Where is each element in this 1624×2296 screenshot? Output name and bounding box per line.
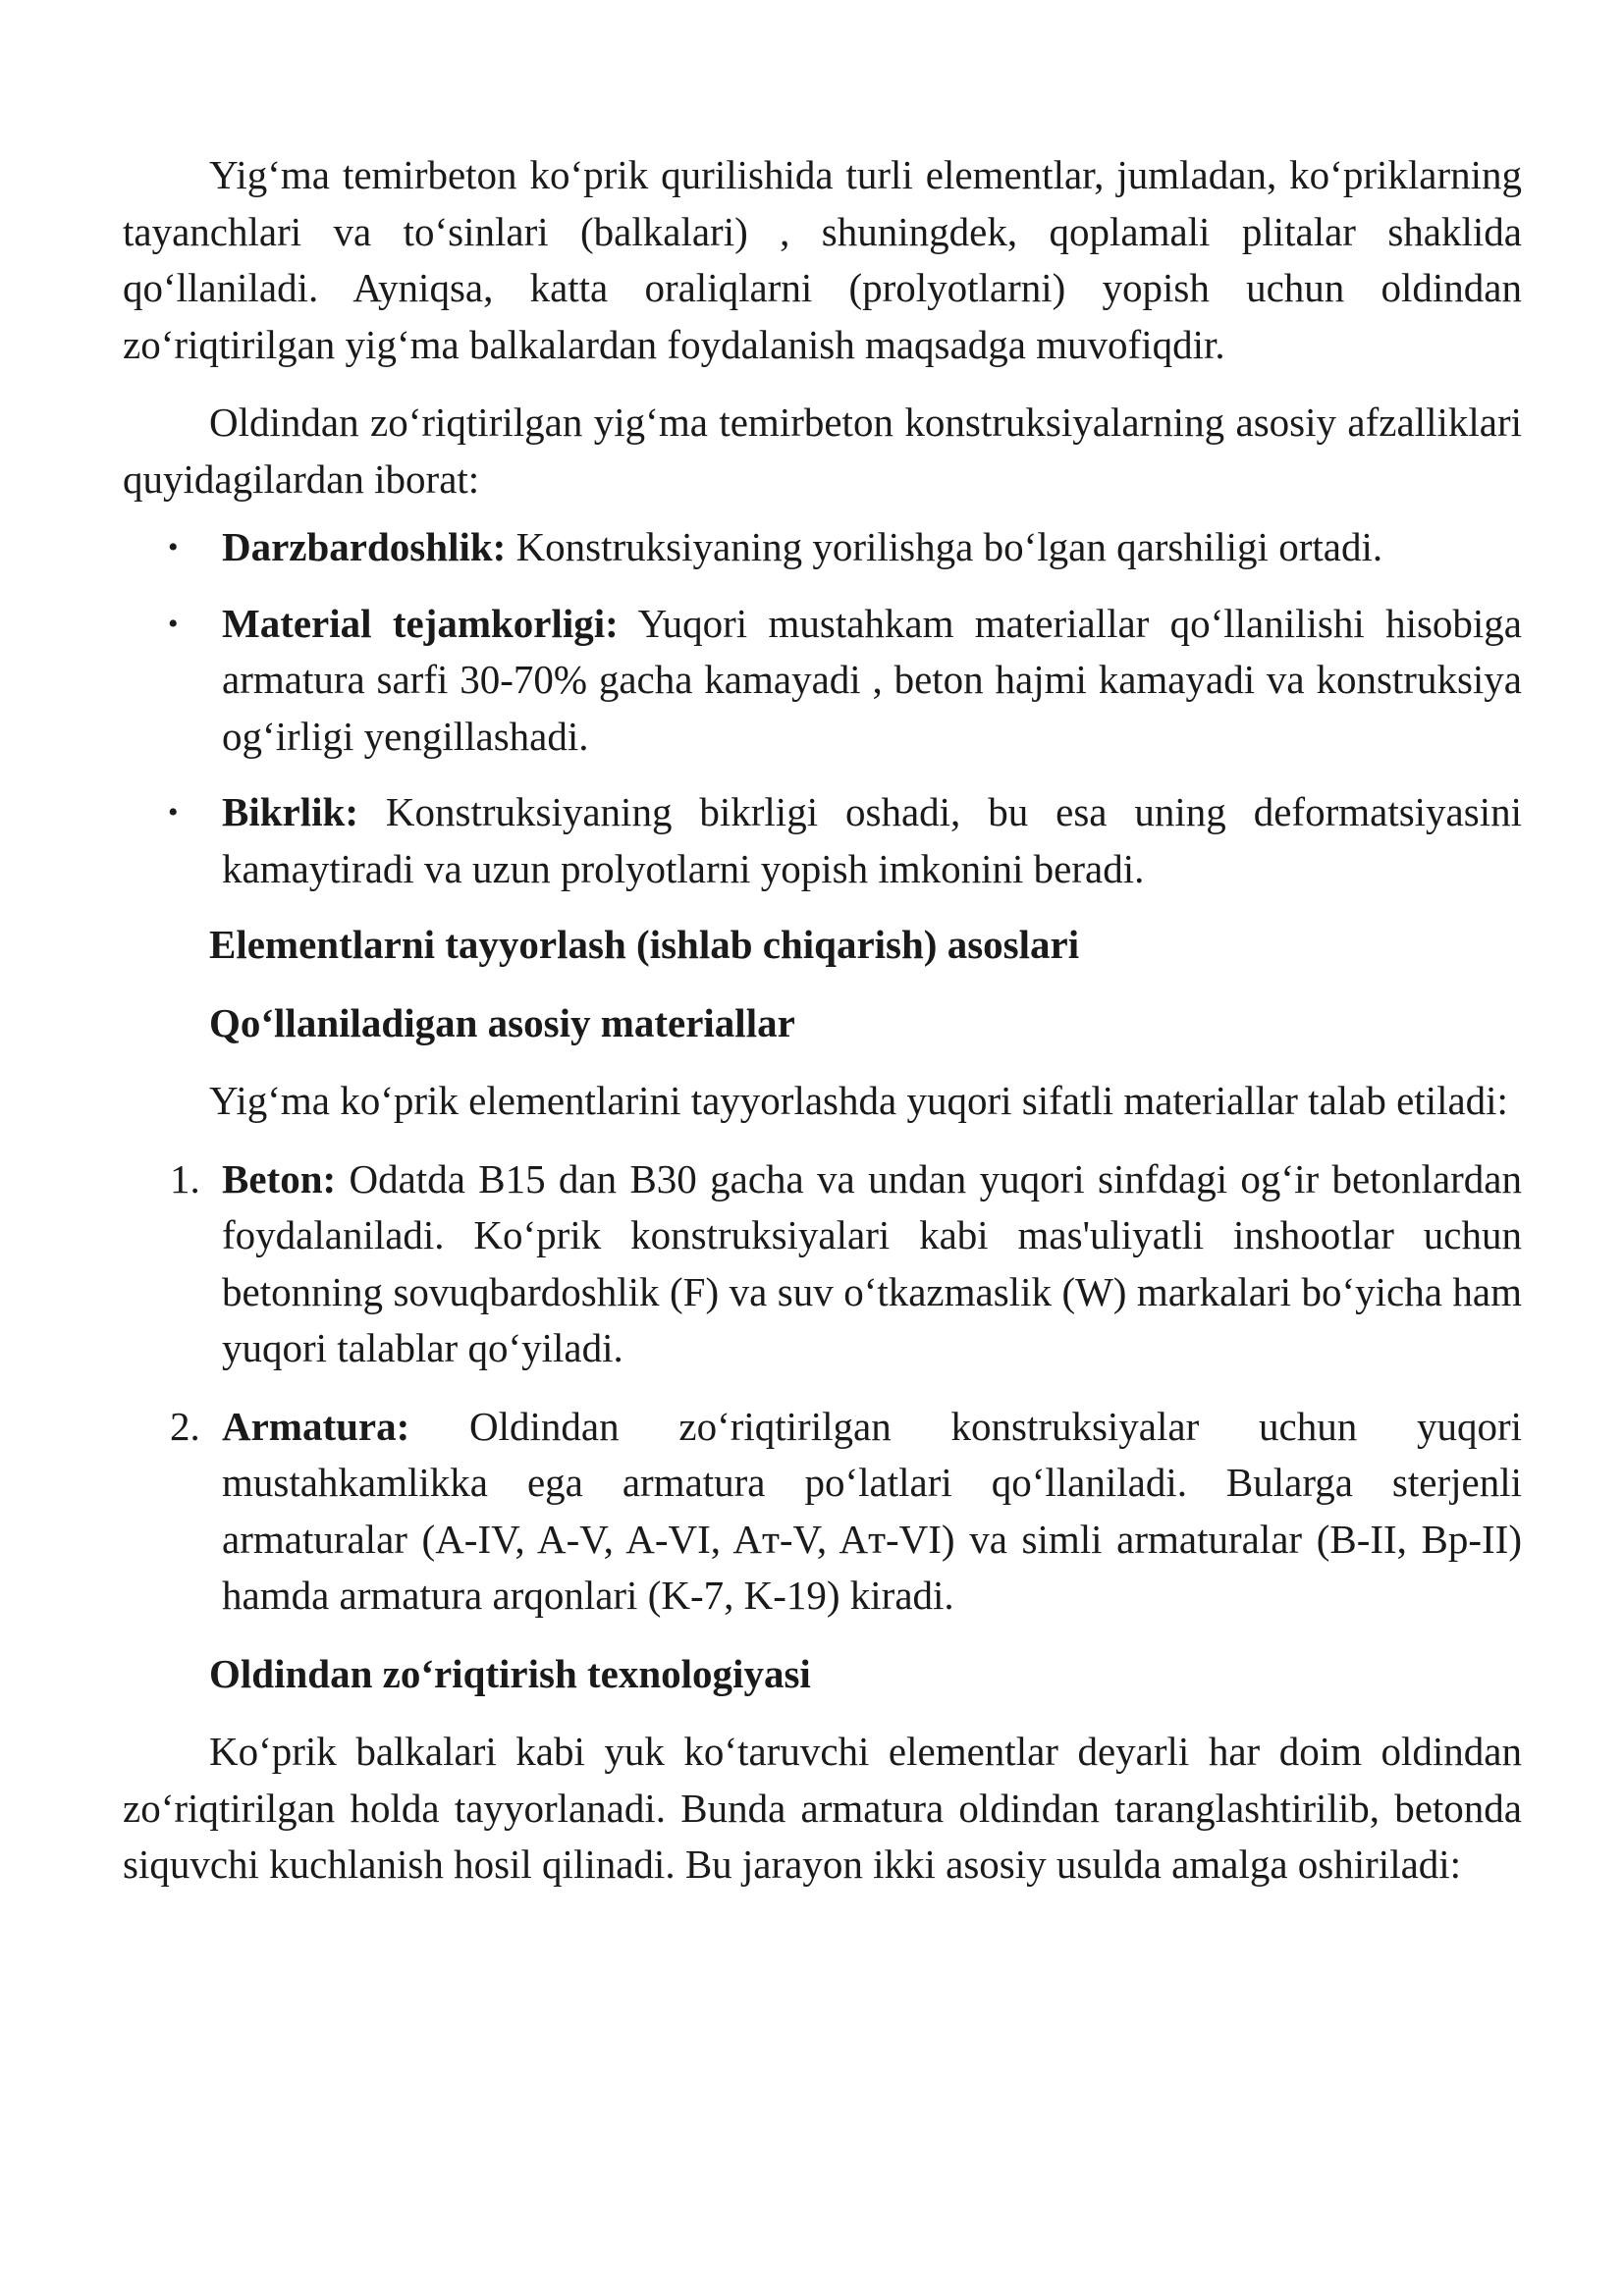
list-item-term: Darzbardoshlik: (222, 524, 507, 569)
list-item (123, 596, 1522, 766)
list-item-text: Odatda B15 dan B30 gacha va undan yuqori sinfdagi og‘ir betonlardan foydalaniladi. Ko‘prik konstruksiyalari kabi mas'uliyatli inshootlar uchun betonning sovuqbardoshlik (F) va suv o‘tkazmaslik (W) markalari bo‘yicha ham yuqori talablar qo‘yiladi. (222, 1155, 1522, 1370)
subsection-heading: Oldindan zo‘riqtirish texnologiyasi (209, 1650, 811, 1696)
advantages-list (123, 519, 1522, 897)
list-item-text: Yuqori mustahkam materiallar qo‘llanilishi hisobiga armatura sarfi 30-70% gacha kamayadi , beton hajmi kamayadi va konstruksiya og‘irligi yengillashadi. (222, 600, 1522, 759)
paragraph-intro: Yig‘ma temirbeton ko‘prik qurilishida turli elementlar, jumladan, ko‘priklarning tayanchlari va to‘sinlari (balkalari) , shuningdek, qoplamali plitalar shaklida qo‘llaniladi. Ayniqsa, katta oraliqlarni (prolyotlarni) yopish uchun oldindan zo‘riqtirilgan yig‘ma balkalardan foydalanish maqsadga muvofiqdir. (123, 152, 1522, 367)
list-item (123, 1151, 1522, 1377)
list-item-text: Oldindan zo‘riqtirilgan konstruksiyalar uchun yuqori mustahkamlikka ega armatura po‘latlari qo‘llaniladi. Bularga sterjenli armaturalar (A-IV, A-V, A-VI, Aт-V, Aт-VI) va simli armaturalar (B-II, Bp-II) hamda armatura arqonlari (K-7, K-19) kiradi. (222, 1403, 1522, 1618)
bullet-icon: • (168, 796, 179, 828)
list-item-text: Konstruksiyaning yorilishga bo‘lgan qarshiligi ortadi. (506, 524, 1383, 569)
paragraph-materials-intro: Yig‘ma ko‘prik elementlarini tayyorlashda yuqori sifatli materiallar talab etiladi: (209, 1078, 1508, 1123)
bullet-icon: • (168, 531, 179, 563)
list-item-text: Konstruksiyaning bikrligi oshadi, bu esa uning deformatsiyasini kamaytiradi va uzun prolyotlarni yopish imkonini beradi. (222, 789, 1522, 891)
list-item-term: Beton: (222, 1155, 337, 1201)
materials-list (123, 1151, 1522, 1625)
paragraph-prestressing: Ko‘prik balkalari kabi yuk ko‘taruvchi elementlar deyarli har doim oldindan zo‘riqtirilgan holda tayyorlanadi. Bunda armatura oldindan taranglashtirilib, betonda siquvchi kuchlanish hosil qilinadi. Bu jarayon ikki asosiy usulda amalga oshiriladi: (123, 1729, 1522, 1887)
list-item-term: Material tejamkorligi: (222, 600, 619, 646)
section-heading: Elementlarni tayyorlash (ishlab chiqarish) asoslari (209, 922, 1080, 967)
subsection-heading: Qo‘llaniladigan asosiy materiallar (209, 999, 795, 1045)
list-item (123, 1399, 1522, 1625)
list-item (123, 784, 1522, 897)
list-item (123, 519, 1522, 576)
list-item-term: Armatura: (222, 1403, 410, 1449)
list-number: 2. (170, 1403, 200, 1449)
list-item-term: Bikrlik: (222, 789, 358, 834)
list-number: 1. (170, 1155, 200, 1201)
bullet-icon: • (168, 607, 179, 640)
document-page (123, 147, 1522, 1894)
paragraph-advantages-intro: Oldindan zo‘riqtirilgan yig‘ma temirbeton konstruksiyalarning asosiy afzalliklari quyidagilardan iborat: (123, 400, 1522, 502)
